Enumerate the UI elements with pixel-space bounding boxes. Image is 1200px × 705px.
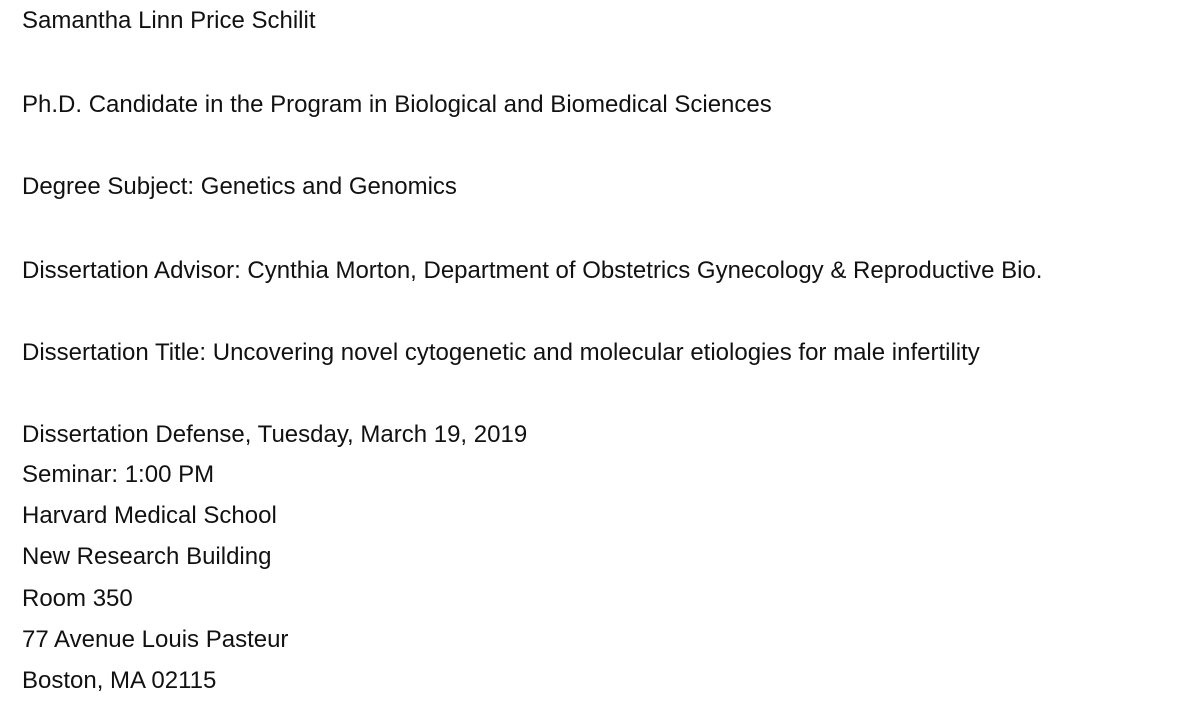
dissertation-title: Dissertation Title: Uncovering novel cytogenetic and molecular etiologies for male infertility bbox=[22, 339, 980, 366]
dissertation-advisor: Dissertation Advisor: Cynthia Morton, Department of Obstetrics Gynecology & Reproductive Bio. bbox=[22, 257, 1043, 284]
seminar-time: Seminar: 1:00 PM bbox=[22, 461, 215, 488]
city-state-zip: Boston, MA 02115 bbox=[22, 667, 217, 694]
degree-subject: Degree Subject: Genetics and Genomics bbox=[22, 173, 457, 200]
defense-date: Dissertation Defense, Tuesday, March 19, 2019 bbox=[22, 421, 528, 448]
street-address: 77 Avenue Louis Pasteur bbox=[22, 626, 289, 653]
building-name: New Research Building bbox=[22, 543, 272, 570]
institution-name: Harvard Medical School bbox=[22, 502, 277, 529]
room-number: Room 350 bbox=[22, 585, 133, 612]
candidate-name: Samantha Linn Price Schilit bbox=[22, 7, 316, 34]
candidate-program: Ph.D. Candidate in the Program in Biological and Biomedical Sciences bbox=[22, 91, 772, 118]
